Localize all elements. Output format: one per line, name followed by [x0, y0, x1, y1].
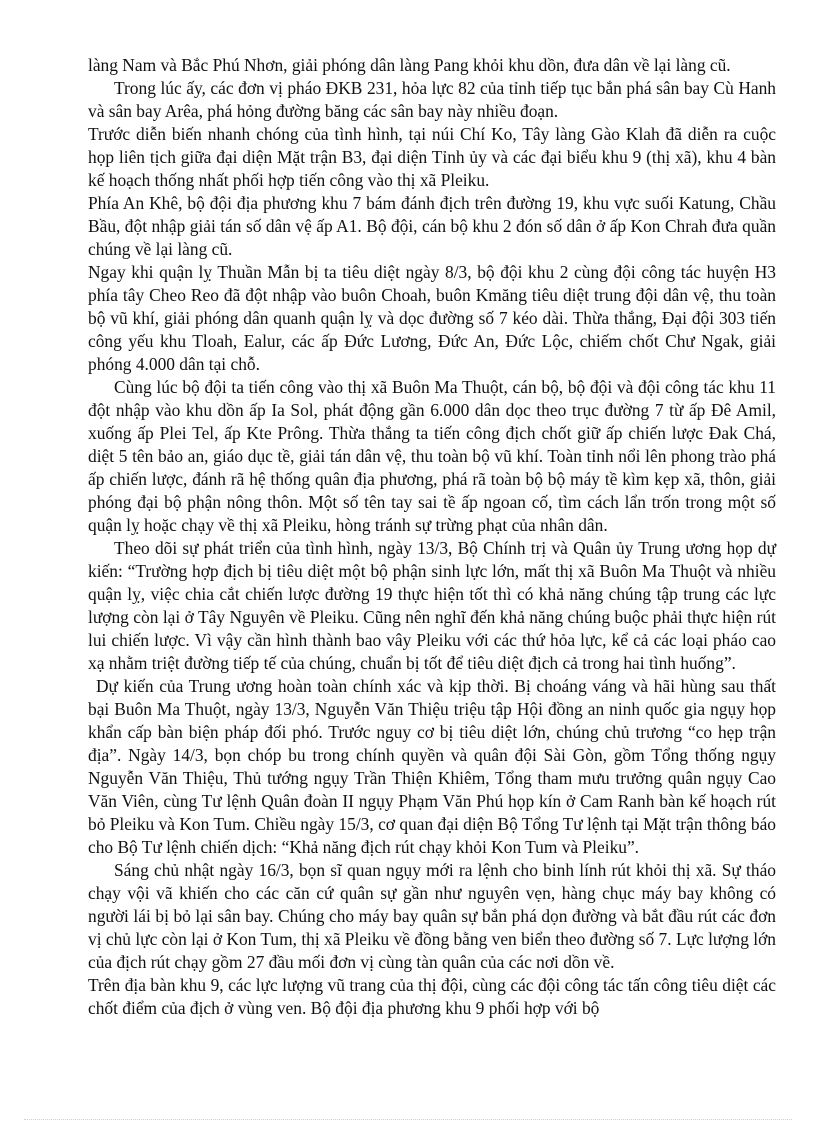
paragraph-8: Dự kiến của Trung ương hoàn toàn chính xác và kịp thời. Bị choáng váng và hãi hùng sau thất bại Buôn Ma Thuột, ngày 13/3, Nguyễn Văn Thiệu triệu tập Hội đồng an ninh quốc gia ngụy họp khẩn cấp bàn biện pháp đối phó. Trước nguy cơ bị tiêu diệt lớn, chúng chủ trương “co hẹp trận địa”. Ngày 14/3, bọn chóp bu trong chính quyền và quân đội Sài Gòn, gồm Tổng thống ngụy Nguyễn Văn Thiệu, Thủ tướng ngụy Trần Thiện Khiêm, Tổng tham mưu trưởng quân ngụy Cao Văn Viên, cùng Tư lệnh Quân đoàn II ngụy Phạm Văn Phú họp kín ở Cam Ranh bàn kế hoạch rút bỏ Pleiku và Kon Tum. Chiều ngày 15/3, cơ quan đại diện Bộ Tổng Tư lệnh tại Mặt trận thông báo cho Bộ Tư lệnh chiến dịch: “Khả năng địch rút chạy khỏi Kon Tum và Pleiku”.: [88, 676, 776, 857]
page-bottom-divider: [24, 1119, 792, 1120]
paragraph-1: làng Nam và Bắc Phú Nhơn, giải phóng dân làng Pang khỏi khu dồn, đưa dân về lại làng cũ.: [88, 55, 731, 75]
paragraph-6: Cùng lúc bộ đội ta tiến công vào thị xã Buôn Ma Thuột, cán bộ, bộ đội và đội công tác khu 11 đột nhập vào khu dồn ấp Ia Sol, phát động gần 6.000 dân dọc theo trục đường 7 từ ấp Đê Amil, xuống ấp Plei Tel, ấp Kte Prông. Thừa thắng ta tiến công địch chốt giữ ấp chiến lược Đak Chá, diệt 5 tên bảo an, giáo dục tề, giải tán dân vệ, thu toàn bộ vũ khí. Toàn tỉnh nổi lên phong trào phá ấp chiến lược, đánh rã hệ thống quân địa phương, phá rã toàn bộ bộ máy tề kìm kẹp xã, thôn, giải phóng đại bộ phận nông thôn. Một số tên tay sai tề ấp ngoan cố, tìm cách lẩn trốn trong một số quận lỵ hoặc chạy về thị xã Pleiku, hòng tránh sự trừng phạt của nhân dân.: [88, 377, 776, 535]
paragraph-4: Phía An Khê, bộ đội địa phương khu 7 bám đánh địch trên đường 19, khu vực suối Katung, Chầu Bầu, đột nhập giải tán số dân vệ ấp A1. Bộ đội, cán bộ khu 2 đón số dân ở ấp Kon Chrah đưa quần chúng về lại làng cũ.: [88, 193, 776, 259]
paragraph-3: Trước diễn biến nhanh chóng của tình hình, tại núi Chí Ko, Tây làng Gào Klah đã diễn ra cuộc họp liên tịch giữa đại diện Mặt trận B3, đại diện Tỉnh ủy và các đại biểu khu 9 (thị xã), khu 4 bàn kế hoạch thống nhất phối hợp tiến công vào thị xã Pleiku.: [88, 124, 776, 190]
paragraph-7: Theo dõi sự phát triển của tình hình, ngày 13/3, Bộ Chính trị và Quân ủy Trung ương họp dự kiến: “Trường hợp địch bị tiêu diệt một bộ phận sinh lực lớn, mất thị xã Buôn Ma Thuột và nhiều quận lỵ, việc chia cắt chiến lược đường 19 thực hiện tốt thì có khả năng chúng tập trung các lực lượng còn lại ở Tây Nguyên về Pleiku. Cũng nên nghĩ đến khả năng chúng buộc phải thực hiện rút lui chiến lược. Vì vậy cần hình thành bao vây Pleiku với các thứ hỏa lực, kể cả các loại pháo cao xạ nhằm triệt đường tiếp tế của chúng, chuẩn bị tốt để tiêu diệt địch cả trong hai tình huống”.: [88, 538, 776, 673]
paragraph-5: Ngay khi quận lỵ Thuần Mẫn bị ta tiêu diệt ngày 8/3, bộ đội khu 2 cùng đội công tác huyện H3 phía tây Cheo Reo đã đột nhập vào buôn Choah, buôn Kmăng tiêu diệt trung đội dân vệ, thu toàn bộ vũ khí, giải phóng dân quanh quận lỵ và dọc đường số 7 kéo dài. Thừa thắng, Đại đội 303 tiến công yếu khu Tloah, Ealur, các ấp Đức Lương, Đức An, Đức Lộc, chiếm chốt Chư Ngak, giải phóng 4.000 dân tại chỗ.: [88, 262, 776, 374]
paragraph-9: Sáng chủ nhật ngày 16/3, bọn sĩ quan ngụy mới ra lệnh cho binh lính rút khỏi thị xã. Sự tháo chạy vội vã khiến cho các căn cứ quân sự gần như nguyên vẹn, hàng chục máy bay không có người lái bị bỏ lại sân bay. Chúng cho máy bay quân sự bắn phá dọn đường và bắt đầu rút các đơn vị chủ lực còn lại ở Kon Tum, thị xã Pleiku về đồng bằng ven biển theo đường số 7. Lực lượng lớn của địch rút chạy gồm 27 đầu mối đơn vị cùng tàn quân của các nơi dồn về.: [88, 860, 776, 972]
document-page: [88, 54, 776, 1020]
paragraph-2: Trong lúc ấy, các đơn vị pháo ĐKB 231, hỏa lực 82 của tỉnh tiếp tục bắn phá sân bay Cù Hanh và sân bay Arêa, phá hỏng đường băng các sân bay này nhiều đoạn.: [88, 78, 776, 121]
paragraph-10: Trên địa bàn khu 9, các lực lượng vũ trang của thị đội, cùng các đội công tác tấn công tiêu diệt các chốt điểm của địch ở vùng ven. Bộ đội địa phương khu 9 phối hợp với bộ: [88, 975, 776, 1018]
